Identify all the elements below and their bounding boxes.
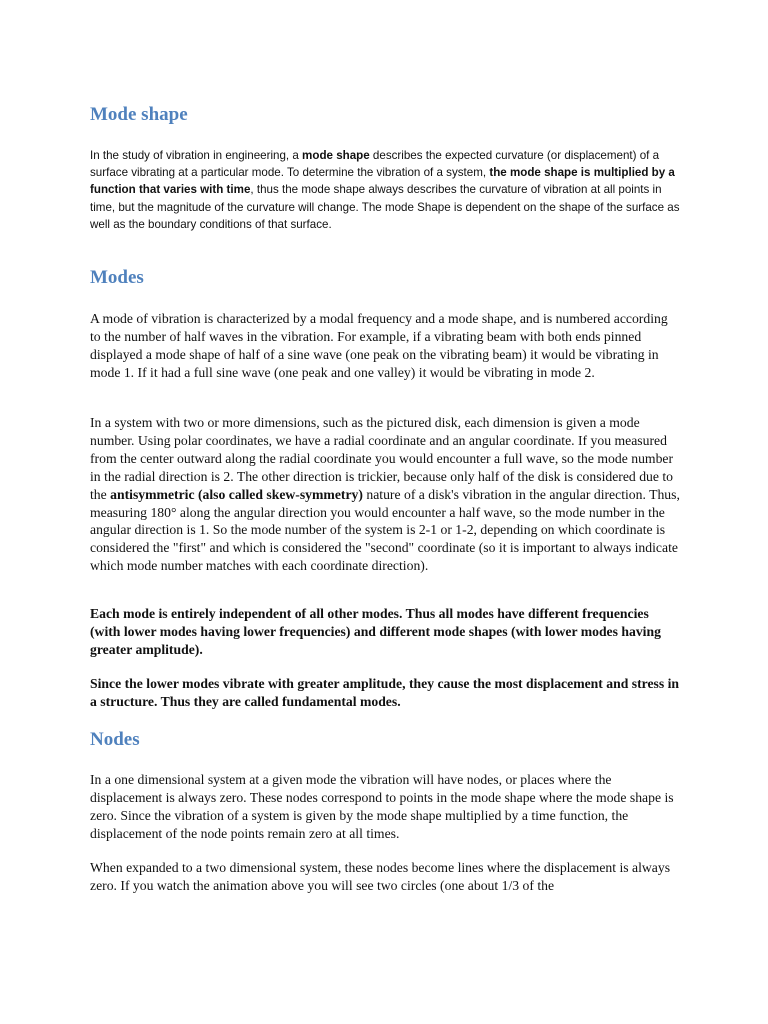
paragraph-modes-1: A mode of vibration is characterized by a modal frequency and a mode shape, and is numbered according to the number of half waves in the vibration. For example, if a vibrating beam with both ends pinned displayed a mode shape of half of a sine wave (one peak on the vibrating beam) it would be vibrating in mode 1. If it had a full sine wave (one peak and one valley) it would be vibrating in mode 2. [90,311,668,380]
paragraph-modes-4: Since the lower modes vibrate with greater amplitude, they cause the most displacement and stress in a structure. Thus they are called fundamental modes. [90,676,680,709]
heading-nodes: Nodes [90,729,140,750]
bold-term-antisymmetric: antisymmetric (also called skew-symmetry) [110,486,363,502]
paragraph-nodes-1: In a one dimensional system at a given mode the vibration will have nodes, or places where the displacement is always zero. These nodes correspond to points in the mode shape where the mode shape is zero. Since the vibration of a system is given by the mode shape multiplied by a time function, the displacement of the node points remain zero at all times. [90,772,674,841]
heading-modes: Modes [90,267,144,288]
text-run: describes the expected curvature (or displacement) of a surface vibrating at a particular mode. To determine the vibration of a system, [90,149,660,180]
paragraph-nodes-2: When expanded to a two dimensional system, these nodes become lines where the displacement is always zero. If you watch the animation above you will see two circles (one about 1/3 of the [90,860,671,893]
paragraph-modes-3: Each mode is entirely independent of all other modes. Thus all modes have different frequencies (with lower modes having lower frequencies) and different mode shapes (with lower modes having greater amplitude). [90,606,661,657]
text-run: nature of a disk's vibration in the angular direction. Thus, measuring 180° along the angular direction you would encounter a half wave, so the mode number in the angular direction is 1. So the mode number of the system is 2-1 or 1-2, depending on which coordinate is considered the "first" and which is considered the "second" coordinate (so it is important to always indicate which mode number matches with each coordinate direction). [90,486,680,574]
paragraph-mode-shape [90,147,680,233]
bold-term-mode-shape: mode shape [302,149,370,162]
bold-phrase-multiplied: the mode shape is multiplied by a function that varies with time [90,166,675,197]
heading-mode-shape: Mode shape [90,104,188,125]
text-run: In a system with two or more dimensions, such as the pictured disk, each dimension is given a mode number. Using polar coordinates, we have a radial coordinate and an angular coordinate. If you measured from the center outward along the radial coordinate you would encounter a full wave, so the mode number in the radial direction is 2. The other direction is trickier, because only half of the disk is considered due to the [90,415,674,502]
text-run: In the study of vibration in engineering, a [90,149,303,162]
paragraph-modes-2 [90,414,680,575]
text-run: , thus the mode shape always describes the curvature of vibration at all points in time, but the magnitude of the curvature will change. The mode Shape is dependent on the shape of the surface as well as the boundary conditions of that surface. [90,183,680,231]
